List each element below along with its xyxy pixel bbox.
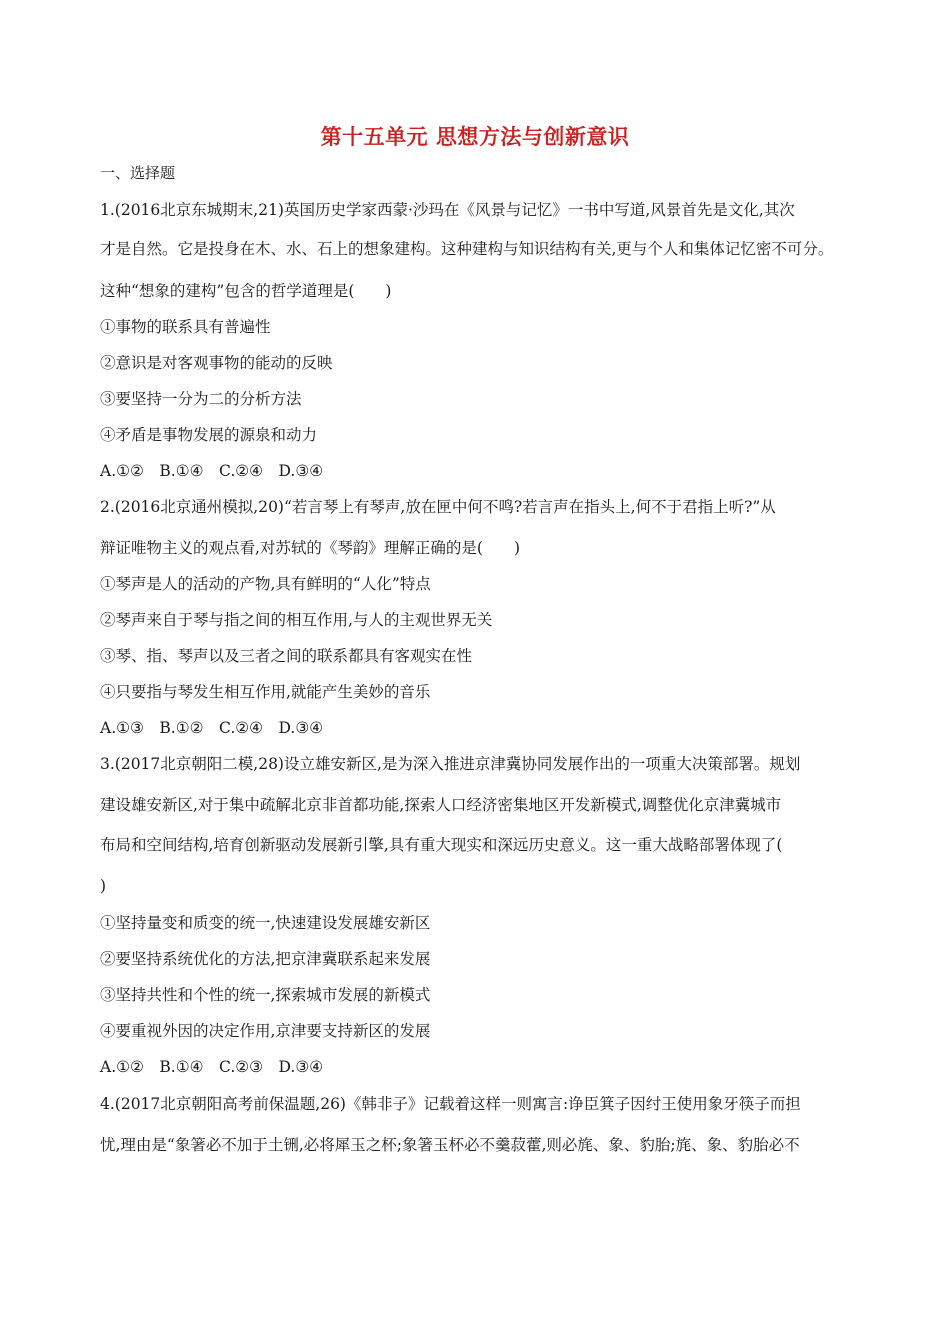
q2-stem-line-1: 2.(2016北京通州模拟,20)“若言琴上有琴声,放在匣中何不鸣?若言声在指头上,何不于君指上听?”从 [100, 498, 776, 516]
q3-option-1: ①坚持量变和质变的统一,快速建设发展雄安新区 [100, 914, 431, 932]
q3-option-4: ④要重视外因的决定作用,京津要支持新区的发展 [100, 1022, 431, 1040]
q2-option-4: ④只要指与琴发生相互作用,就能产生美妙的音乐 [100, 683, 431, 701]
section-heading: 一、选择题 [100, 164, 176, 182]
q1-option-1: ①事物的联系具有普遍性 [100, 318, 271, 336]
q4-stem-line-1: 4.(2017北京朝阳高考前保温题,26)《韩非子》记载着这样一则寓言:诤臣箕子因纣王使用象牙筷子而担 [100, 1095, 801, 1113]
q1-option-2: ②意识是对客观事物的能动的反映 [100, 354, 333, 372]
q2-option-1: ①琴声是人的活动的产物,具有鲜明的“人化”特点 [100, 575, 431, 593]
q3-stem-line-4: ) [100, 877, 107, 895]
q1-option-4: ④矛盾是事物发展的源泉和动力 [100, 426, 318, 444]
q2-answers: A.①③ B.①② C.②④ D.③④ [100, 719, 324, 737]
q1-stem-line-1: 1.(2016北京东城期末,21)英国历史学家西蒙·沙玛在《风景与记忆》一书中写道,风景首先是文化,其次 [100, 201, 795, 219]
q3-answers: A.①② B.①④ C.②③ D.③④ [100, 1058, 324, 1076]
q3-stem-line-3: 布局和空间结构,培育创新驱动发展新引擎,具有重大现实和深远历史意义。这一重大战略部署体现了( [100, 836, 783, 854]
q2-option-3: ③琴、指、琴声以及三者之间的联系都具有客观实在性 [100, 647, 473, 665]
q2-stem-line-2: 辩证唯物主义的观点看,对苏轼的《琴韵》理解正确的是( ) [100, 539, 521, 557]
q1-stem-line-3: 这种“想象的建构”包含的哲学道理是( ) [100, 282, 392, 300]
unit-title: 第十五单元 思想方法与创新意识 [320, 125, 630, 149]
q3-stem-line-1: 3.(2017北京朝阳二模,28)设立雄安新区,是为深入推进京津冀协同发展作出的一项重大决策部署。规划 [100, 755, 801, 773]
q1-answers: A.①② B.①④ C.②④ D.③④ [100, 462, 324, 480]
q3-stem-line-2: 建设雄安新区,对于集中疏解北京非首都功能,探索人口经济密集地区开发新模式,调整优化京津冀城市 [100, 796, 782, 814]
q2-option-2: ②琴声来自于琴与指之间的相互作用,与人的主观世界无关 [100, 611, 493, 629]
q3-option-2: ②要坚持系统优化的方法,把京津冀联系起来发展 [100, 950, 431, 968]
q4-stem-line-2: 忧,理由是“象箸必不加于土铏,必将犀玉之杯;象箸玉杯必不羹菽藿,则必旄、象、豹胎;旄、象、豹胎必不 [100, 1136, 800, 1154]
q1-option-3: ③要坚持一分为二的分析方法 [100, 390, 302, 408]
q3-option-3: ③坚持共性和个性的统一,探索城市发展的新模式 [100, 986, 431, 1004]
q1-stem-line-2: 才是自然。它是投身在木、水、石上的想象建构。这种建构与知识结构有关,更与个人和集体记忆密不可分。 [100, 240, 834, 258]
